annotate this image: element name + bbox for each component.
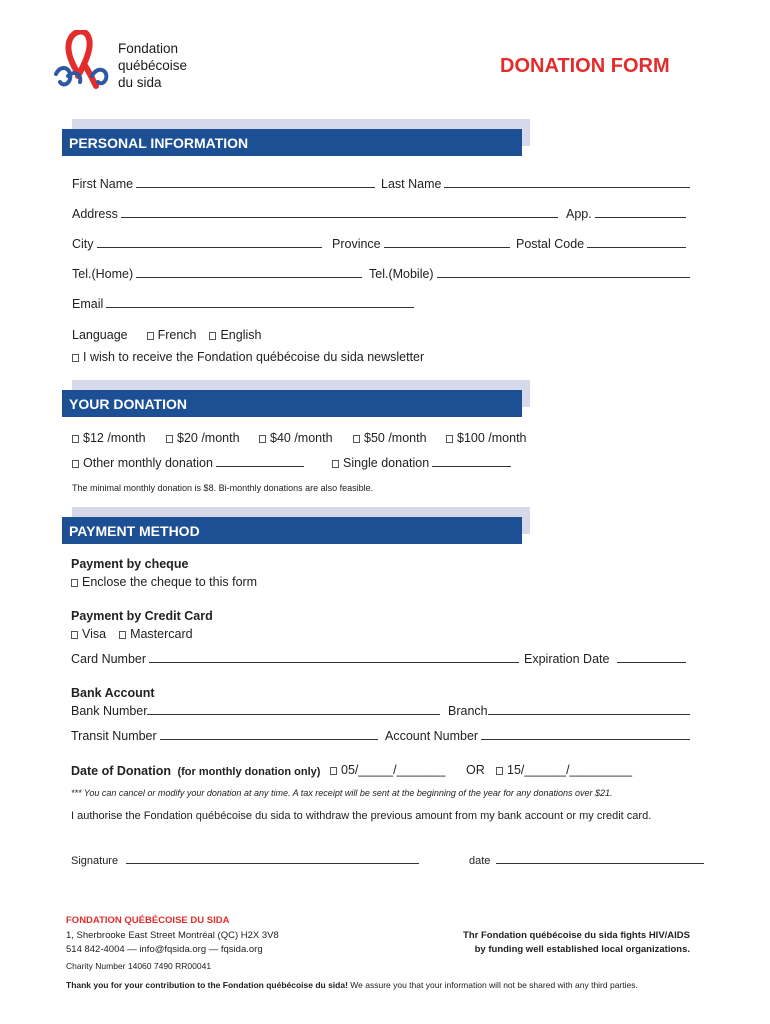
visa-label: Visa	[82, 627, 107, 641]
donation-note: The minimal monthly donation is $8. Bi-monthly donations are also feasible.	[72, 483, 374, 493]
section-header-personal: PERSONAL INFORMATION	[62, 129, 522, 156]
checkbox-icon	[147, 332, 154, 340]
logo	[52, 30, 202, 94]
app-field[interactable]	[566, 207, 686, 221]
footer-mission-line-1: Thr Fondation québécoise du sida fights HIV/AIDS	[463, 930, 690, 941]
amount-option-50[interactable]	[353, 431, 427, 445]
checkbox-icon	[332, 460, 339, 468]
city-label: City	[72, 237, 94, 251]
footer-mission	[420, 929, 690, 957]
section-header-donation: YOUR DONATION	[62, 390, 522, 417]
checkbox-icon	[166, 435, 173, 443]
or-label: OR	[466, 763, 485, 777]
address-label: Address	[72, 207, 118, 221]
logo-line-1: Fondation	[118, 41, 179, 56]
english-label: English	[220, 328, 262, 342]
branch-label: Branch	[448, 704, 488, 718]
single-donation-label: Single donation	[343, 456, 430, 470]
date-of-donation-label: Date of Donation	[71, 764, 171, 778]
transit-label: Transit Number	[71, 729, 157, 743]
authorisation-text: I authorise the Fondation québécoise du sida to withdraw the previous amount from my bank account or my credit card.	[71, 810, 652, 822]
checkbox-icon	[330, 767, 337, 775]
cheque-option-label: Enclose the cheque to this form	[82, 575, 258, 589]
checkbox-newsletter[interactable]	[72, 350, 424, 364]
tel-mobile-label: Tel.(Mobile)	[369, 267, 434, 281]
date-label: date	[469, 855, 491, 867]
footer-thanks-bold: Thank you for your contribution to the Fondation québécoise du sida!	[66, 980, 348, 990]
cancel-note: *** You can cancel or modify your donation at any time. A tax receipt will be sent at the beginning of the year for any donations over $21.	[71, 788, 613, 798]
amount-option-20[interactable]	[166, 431, 240, 445]
logo-line-2: québécoise	[118, 58, 188, 73]
date-field[interactable]	[469, 855, 704, 867]
date-15-label: 15/______/_________	[507, 763, 633, 777]
amount-option-40[interactable]	[259, 431, 333, 445]
date-of-donation-sub: (for monthly donation only)	[177, 766, 321, 778]
other-monthly-field[interactable]	[72, 456, 304, 470]
bank-number-label: Bank Number	[71, 704, 148, 718]
tel-home-label: Tel.(Home)	[72, 267, 134, 281]
checkbox-icon	[446, 435, 453, 443]
newsletter-label: I wish to receive the Fondation québécoise du sida newsletter	[83, 350, 425, 364]
tel-mobile-field[interactable]	[369, 267, 690, 281]
postal-code-field[interactable]	[516, 237, 686, 251]
expiration-label: Expiration Date	[524, 652, 610, 666]
amount-option-12[interactable]	[72, 431, 146, 445]
postal-code-label: Postal Code	[516, 237, 585, 251]
footer-contact: 514 842-4004 — info@fqsida.org — fqsida.org	[66, 944, 263, 955]
cheque-title: Payment by cheque	[71, 557, 189, 571]
first-name-label: First Name	[72, 177, 134, 191]
language-label: Language	[72, 328, 128, 342]
footer-mission-line-2: by funding well established local organizations.	[474, 944, 690, 955]
checkbox-icon	[71, 631, 78, 639]
tel-home-field[interactable]	[72, 267, 362, 281]
language-row	[72, 328, 261, 342]
checkbox-english[interactable]	[209, 328, 261, 342]
date-option-05[interactable]	[330, 763, 445, 777]
footer-org-name: FONDATION QUÉBÉCOISE DU SIDA	[66, 915, 230, 926]
expiration-date-field[interactable]	[524, 652, 686, 666]
email-label: Email	[72, 297, 104, 311]
checkbox-icon	[353, 435, 360, 443]
mastercard-label: Mastercard	[130, 627, 193, 641]
checkbox-icon	[72, 354, 79, 362]
amount-label: $20 /month	[177, 431, 240, 445]
email-field[interactable]	[72, 297, 414, 311]
checkbox-mastercard[interactable]	[119, 627, 193, 641]
signature-field[interactable]	[71, 855, 419, 867]
other-monthly-label: Other monthly donation	[83, 456, 213, 470]
amount-label: $100 /month	[457, 431, 527, 445]
checkbox-icon	[72, 460, 79, 468]
checkbox-icon	[71, 579, 78, 587]
checkbox-cheque[interactable]	[71, 575, 257, 589]
card-number-label: Card Number	[71, 652, 147, 666]
footer-address-block	[66, 929, 279, 973]
card-number-field[interactable]	[71, 652, 519, 666]
footer-address: 1, Sherbrooke East Street Montréal (QC) H2X 3V8	[66, 930, 279, 941]
footer-thanks-rest: We assure you that your information will not be shared with any third parties.	[347, 980, 638, 990]
city-field[interactable]	[72, 237, 322, 251]
checkbox-french[interactable]	[147, 328, 197, 342]
signature-label: Signature	[71, 855, 119, 867]
date-option-15[interactable]	[496, 763, 632, 777]
province-label: Province	[332, 237, 381, 251]
checkbox-icon	[496, 767, 503, 775]
bank-account-title: Bank Account	[71, 686, 155, 700]
amount-label: $50 /month	[364, 431, 427, 445]
card-options-row	[71, 627, 193, 641]
amount-label: $12 /month	[83, 431, 146, 445]
footer-charity: Charity Number 14060 7490 RR00041	[66, 961, 212, 971]
address-field[interactable]	[72, 207, 558, 221]
bank-number-field[interactable]	[71, 704, 440, 718]
checkbox-icon	[259, 435, 266, 443]
page-title: DONATION FORM	[500, 55, 670, 77]
checkbox-icon	[209, 332, 216, 340]
logo-line-3: du sida	[118, 75, 162, 90]
section-header-payment: PAYMENT METHOD	[62, 517, 522, 544]
checkbox-icon	[72, 435, 79, 443]
date-05-label: 05/_____/_______	[341, 763, 446, 777]
account-number-field[interactable]	[385, 729, 690, 743]
ribbon-logo-icon	[52, 30, 114, 94]
account-number-label: Account Number	[385, 729, 479, 743]
transit-number-field[interactable]	[71, 729, 378, 743]
amount-option-100[interactable]	[446, 431, 527, 445]
single-donation-field[interactable]	[332, 456, 511, 470]
credit-card-title: Payment by Credit Card	[71, 609, 213, 623]
amount-label: $40 /month	[270, 431, 333, 445]
footer-thanks	[66, 980, 638, 990]
branch-field[interactable]	[448, 704, 690, 718]
date-of-donation-row	[71, 762, 320, 780]
last-name-field[interactable]	[381, 177, 690, 191]
app-label: App.	[566, 207, 592, 221]
last-name-label: Last Name	[381, 177, 442, 191]
checkbox-icon	[119, 631, 126, 639]
french-label: French	[157, 328, 197, 342]
checkbox-visa[interactable]	[71, 627, 106, 641]
province-field[interactable]	[332, 237, 510, 251]
first-name-field[interactable]	[72, 177, 375, 191]
